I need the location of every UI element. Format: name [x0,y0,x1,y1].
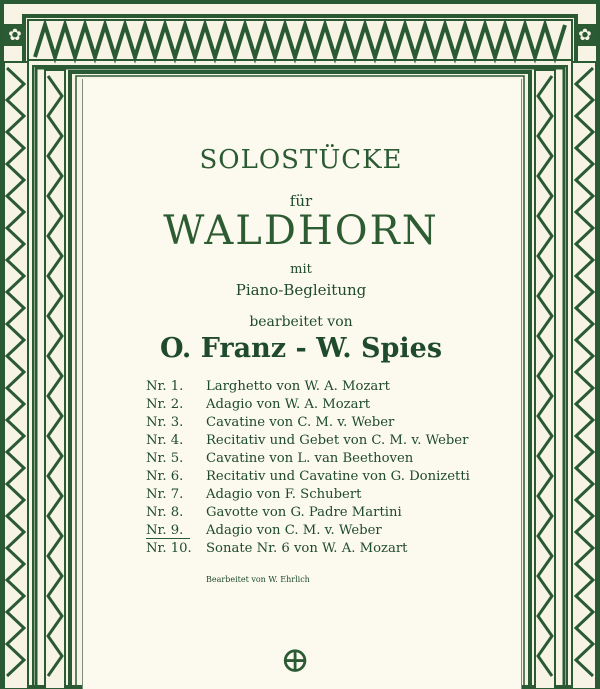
arrangers: O. Franz - W. Spies [159,333,443,364]
list-item [146,378,496,396]
arranger-note: Bearbeitet von W. Ehrlich [206,575,310,584]
contents-list [146,378,496,558]
item-title: Adagio von W. A. Mozart [206,397,371,412]
item-title: Larghetto von W. A. Mozart [206,379,390,394]
item-title: Cavatine von L. van Beethoven [206,451,414,466]
underline-mark [146,538,190,539]
item-number: Nr. 2. [146,397,184,412]
item-title: Sonate Nr. 6 von W. A. Mozart [206,541,408,556]
accompaniment-label: Piano-Begleitung [235,281,367,299]
item-title: Recitativ und Gebet von C. M. v. Weber [206,433,469,448]
list-item [146,432,496,450]
list-item [146,468,496,486]
list-item [146,414,496,432]
flower-icon: ✿ [4,24,26,46]
item-number: Nr. 9. [146,523,184,538]
list-item [146,396,496,414]
item-title: Adagio von C. M. v. Weber [206,523,382,538]
item-number: Nr. 1. [146,379,184,394]
instrument-title: WALDHORN [163,208,439,254]
item-title: Adagio von F. Schubert [206,487,362,502]
publisher-logo-icon: ⊕ [280,640,311,681]
list-item [146,450,496,468]
list-item [146,522,496,540]
item-number: Nr. 8. [146,505,184,520]
item-title: Gavotte von G. Padre Martini [206,505,402,520]
item-number: Nr. 4. [146,433,184,448]
collection-title: SOLOSTÜCKE [199,145,403,175]
item-number: Nr. 7. [146,487,184,502]
list-item [146,486,496,504]
flower-icon: ✿ [574,24,596,46]
item-title: Recitativ und Cavatine von G. Donizetti [206,469,470,484]
arranged-by-label: bearbeitet von [249,314,353,330]
for-label: für [289,192,313,210]
item-number: Nr. 3. [146,415,184,430]
item-number: Nr. 6. [146,469,184,484]
list-item [146,504,496,522]
list-item [146,540,496,558]
item-number: Nr. 5. [146,451,184,466]
with-label: mit [290,262,312,277]
item-number: Nr. 10. [146,541,192,556]
item-title: Cavatine von C. M. v. Weber [206,415,395,430]
